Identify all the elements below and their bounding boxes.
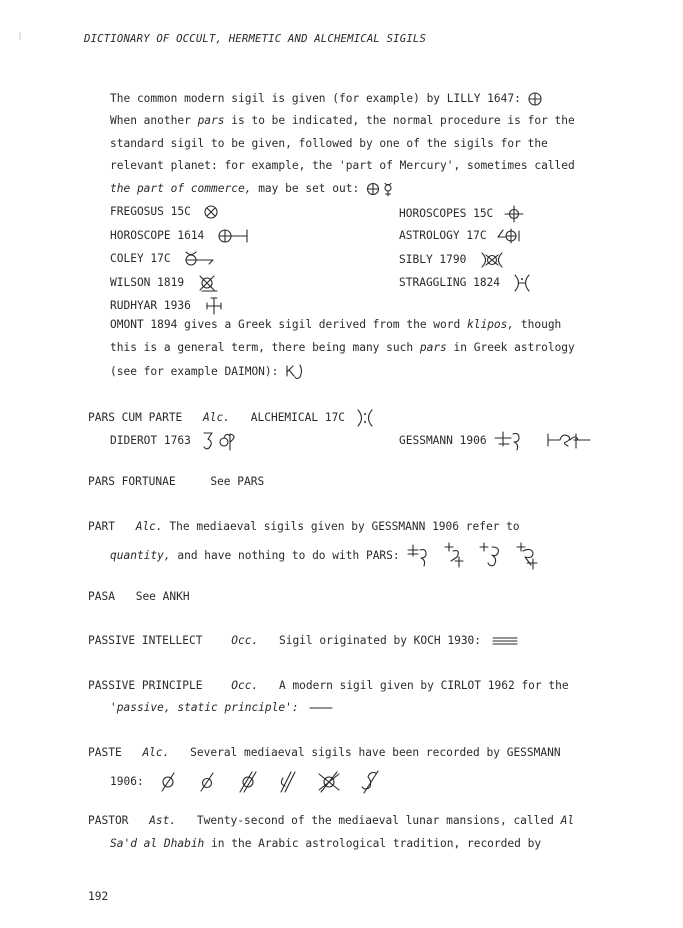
pastor-line-2: Sa'd al Dhabih in the Arabic astrological tradition, recorded by [110,837,542,850]
part-line-2: quantity, and have nothing to do with PARS: [110,543,539,569]
grid-right-4: STRAGGLING 1824 [399,273,533,293]
passive-principle-line-2: 'passive, static principle': [110,701,333,715]
paste-line-2: 1906: [110,769,382,795]
entry-abbr: Alc. [203,411,230,424]
coley-sigil [183,250,217,268]
gessmann-sigil-1 [493,430,529,452]
cirlot-sigil [309,704,333,712]
paste-sigil-1 [158,771,178,793]
part-sigil-4 [515,543,539,569]
pars-cum-parte-line-2: DIDEROT 1763 [110,430,242,452]
paste-sigil-4 [277,770,299,794]
entry-term: PARS FORTUNAE [88,475,176,488]
intro-line-4: relevant planet: for example, the 'part of Mercury', sometimes called [110,159,575,172]
fregosus-sigil [204,205,218,219]
part-sigil-2 [443,543,465,569]
sibly-sigil [477,250,507,270]
intro-line-2: When another pars is to be indicated, the normal procedure is for the [110,114,575,127]
omont-line-3: (see for example DAIMON): [110,363,307,381]
entry-term: PASA [88,590,115,603]
running-header: DICTIONARY OF OCCULT, HERMETIC AND ALCHEMICAL SIGILS [84,33,427,45]
scan-mark [19,32,21,40]
entry-term: PASSIVE PRINCIPLE [88,679,203,692]
entry-pasa [88,590,190,604]
wilson-sigil [197,273,219,293]
entry-term: PART [88,520,115,533]
entry-passive-principle: PASSIVE PRINCIPLE Occ. A modern sigil given by CIRLOT 1962 for the [88,679,569,692]
grid-left-3: COLEY 17C [110,250,217,268]
omont-line-2: this is a general term, there being many such pars in Greek astrology [110,341,575,354]
entry-term: PASTE [88,746,122,759]
entry-paste: PASTE Alc. Several mediaeval sigils have been recorded by GESSMANN [88,746,561,759]
horoscopes-sigil [504,205,524,223]
horoscope-1614-sigil [217,228,251,244]
entry-pars-cum-parte: PARS CUM PARTE Alc. ALCHEMICAL 17C [88,408,376,428]
part-sigil-1 [406,544,428,568]
entry-term: PASSIVE INTELLECT [88,634,203,647]
grid-left-4: WILSON 1819 [110,273,219,293]
rudhyar-sigil [204,296,224,316]
greek-klipos-sigil [285,363,307,381]
koch-sigil [492,635,518,647]
omont-line-1: OMONT 1894 gives a Greek sigil derived from the word klipos, though [110,318,562,331]
entry-part: PART Alc. The mediaeval sigils given by GESSMANN 1906 refer to [88,520,520,533]
grid-right-3: SIBLY 1790 [399,250,507,270]
grid-right-2: ASTROLOGY 17C [399,228,523,244]
entry-term: PASTOR [88,814,129,827]
intro-text-1: The common modern sigil is given (for example) by LILLY 1647: [110,92,521,105]
entry-pastor: PASTOR Ast. Twenty-second of the mediaeval lunar mansions, called Al [88,814,575,827]
entry-abbr: Alc. [135,520,163,533]
grid-left-1: FREGOSUS 15C [110,205,218,219]
paste-sigil-5 [315,770,343,794]
pars-cum-parte-gessmann: GESSMANN 1906 [399,430,594,452]
entry-abbr: Ast. [149,814,177,827]
grid-right-1: HOROSCOPES 15C [399,205,524,223]
page-number: 192 [88,890,109,903]
entry-term: PARS CUM PARTE [88,411,183,424]
alchemical-17c-sigil [354,408,376,428]
see-reference: See ANKH [135,590,190,603]
intro-line-3: standard sigil to be given, followed by one of the sigils for the [110,137,548,150]
part-of-mercury-sigil [366,182,396,196]
intro-line-5: the part of commerce, may be set out: [110,182,396,196]
straggling-sigil [511,273,533,293]
entry-passive-intellect: PASSIVE INTELLECT Occ. Sigil originated by KOCH 1930: [88,634,518,648]
diderot-sigil [202,430,242,452]
paste-sigil-6 [360,769,382,795]
intro-line-1 [110,92,542,106]
see-reference: See PARS [210,475,265,488]
paste-sigil-3 [236,770,260,794]
entry-abbr: Occ. [231,679,259,692]
astrology-17c-sigil [497,228,523,244]
grid-left-2: HOROSCOPE 1614 [110,228,251,244]
part-of-fortune-sigil [528,92,542,106]
entry-abbr: Alc. [142,746,170,759]
grid-left-5: RUDHYAR 1936 [110,296,224,316]
entry-abbr: Occ. [231,634,259,647]
entry-pars-fortunae [88,475,264,489]
paste-sigil-2 [197,771,217,793]
part-sigil-3 [478,543,502,569]
gessmann-sigil-2 [546,430,594,452]
